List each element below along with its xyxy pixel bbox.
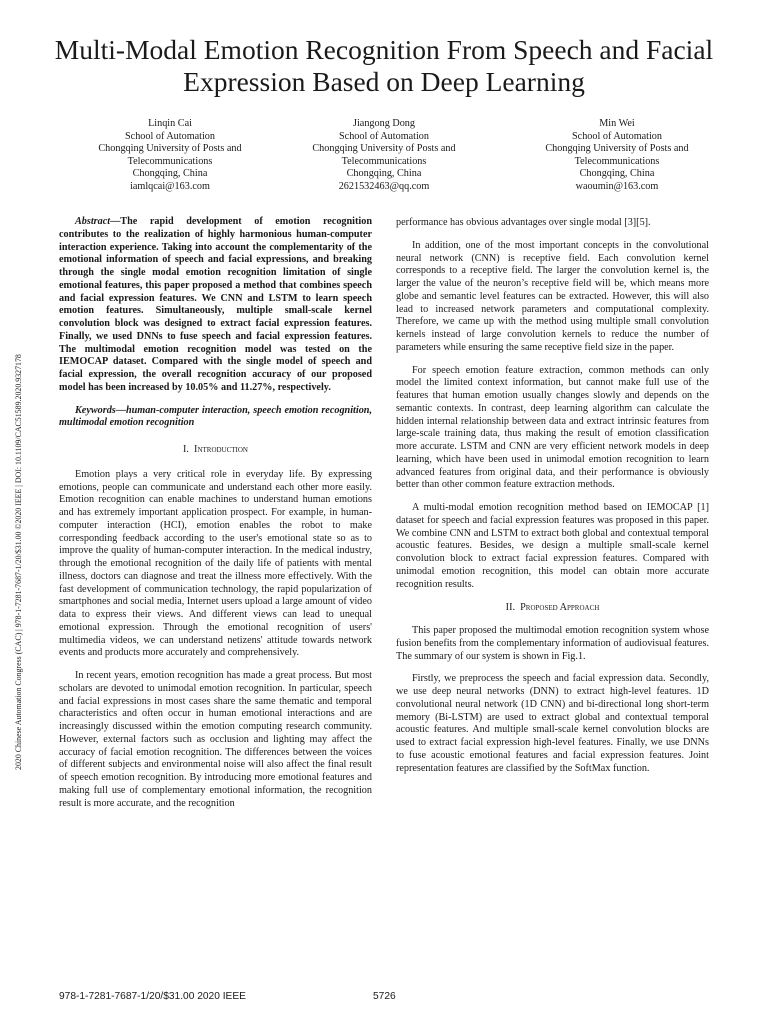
author-univ: Telecommunications — [127, 155, 213, 167]
keywords-text: —human-computer interaction, speech emotion recognition, multimodal emotion recognition — [59, 404, 372, 429]
author-univ: Chongqing University of Posts and — [312, 143, 456, 154]
keywords-label: Keywords — [75, 404, 116, 416]
author-email: waoumin@163.com — [575, 180, 659, 192]
author-dept: School of Automation — [339, 130, 429, 142]
page-number: 5726 — [373, 991, 396, 1002]
paragraph: In addition, one of the most important concepts in the convolutional neural network (CNN) is receptive field. Each convolution kernel corresponds to a receptive field. The larger the convolution kernel is, the larger the value of the neuron’s receptive field will be, which means more globe and semantic level features can be extracted. However, this will also lead to increased network parameters and computational complexity. Therefore, we came up with the method using multiple small convolution kernels instead of large convolution kernels to reduce the number of parameters while ensuring the same receptive field size in the paper. — [396, 239, 709, 353]
author-dept: School of Automation — [572, 130, 662, 142]
section-number: I. — [183, 444, 189, 455]
abstract-text: —The rapid development of emotion recognition contributes to the realization of highly harmonious human-computer interaction experience. Taking into account the complementarity of the emotional information of speech and facial expressions, and breaking through the single modal emotion recognition limitation of single emotional features, this paper proposed a method that combines speech and facial expression features. We CNN and LSTM to learn speech emotion features. Simultaneously, multiple small-scale kernel convolution block was designed to extract facial expression features. Finally, we used DNNs to fuse speech and facial expression features. The multimodal emotion recognition model was tested on the IEMOCAP dataset. Compared with the single model of speech and facial expression, the overall recognition accuracy of our proposed model has been increased by 10.05% and 11.27%, respectively. — [59, 216, 372, 393]
section-title: Proposed Approach — [520, 602, 600, 614]
keywords — [59, 405, 372, 431]
section-title: Introduction — [194, 444, 248, 455]
paragraph: Emotion plays a very critical role in everyday life. By expressing emotions, people can communicate and understand each other more easily. Emotion recognition can enable machines to understand human emotions and has extremely important application prospect. For example, in human-computer interaction (HCI), emotion enables the robot to make corresponding feedback according to the user's emotional state so as to improve the quality of human-computer interaction. In the medical industry, through the emotional recognition of the daily life of patients with mental illness, doctors can diagnose and treat the illness more effectively. With the fast development of communication technology, the rapid popularization of smartphones and social media, Internet users upload a large amount of video data to express their views. And different views can lead to unequal emotional expression. Through the emotional recognition of users' multimedia videos, we can understand netizens' attitude towards network events and products more accurately and comprehensively. — [59, 468, 372, 659]
author-block — [70, 118, 270, 193]
paragraph: performance has obvious advantages over single modal [3][5]. — [396, 217, 651, 228]
paragraph: For speech emotion feature extraction, common methods can only model the limited context information, but cannot make full use of the features that human emotion usually changes slowly and depends on the semantic contexts. In contrast, deep learning algorithm can calculate the hidden internal relationship between data and extract intrinsic features from large-scale training data, thus making the result of emotion classification more accurate. LSTM and CNN are very efficient network models in deep learning, which have been used in unimodal emotion recognition to learn advanced features from original data, and their performance is obviously better than other common feature extraction methods. — [396, 364, 709, 491]
abstract-label: Abstract — [75, 216, 111, 227]
left-column — [59, 216, 372, 810]
abstract — [59, 216, 372, 395]
paper-title: Multi-Modal Emotion Recognition From Speech and Facial Expression Based on Deep Learning — [54, 34, 714, 97]
author-city: Chongqing, China — [346, 168, 422, 179]
author-dept: School of Automation — [125, 130, 215, 142]
author-email: iamlqcai@163.com — [130, 180, 210, 192]
author-block — [517, 118, 717, 193]
author-email: 2621532463@qq.com — [338, 180, 430, 192]
section-number: II. — [505, 602, 516, 614]
paragraph: A multi-modal emotion recognition method based on IEMOCAP [1] dataset for speech and facial expression features was proposed in this paper. We combine CNN and LSTM to extract both global and contextual temporal acoustic features. Besides, we design a multiple small-scale kernel convolution block to extract facial expression features. Compared with unimodal emotion recognition, this model can obtain more accurate recognition results. — [396, 502, 709, 590]
footer-copyright: 978-1-7281-7687-1/20/$31.00 2020 IEEE — [59, 991, 246, 1002]
author-city: Chongqing, China — [132, 168, 208, 179]
author-name: Jiangong Dong — [353, 118, 415, 129]
author-block — [284, 118, 484, 193]
author-univ: Telecommunications — [341, 155, 427, 167]
paragraph: Firstly, we preprocess the speech and facial expression data. Secondly, we use deep neural networks (DNN) to extract high-level features. 1D convolutional neural network (1D CNN) and bi-directional long short-term memory (Bi-LSTM) are used to extract global and contextual temporal acoustic features. And multiple small-scale kernel convolution blocks are used to extract facial expression high-level features. Finally, we use DNNs to fuse acoustic emotional features and facial expression features. Joint representation features are classified by the SoftMax function. — [396, 673, 709, 774]
publication-sidebar: 2020 Chinese Automation Congress (CAC) | 978-1-7281-7687-1/20/$31.00 ©2020 IEEE | DOI: 10.1109/CAC51589.2020.9327178 — [14, 354, 23, 770]
author-name: Min Wei — [599, 118, 635, 129]
section-heading — [59, 444, 372, 457]
author-univ: Chongqing University of Posts and — [98, 143, 242, 154]
author-city: Chongqing, China — [579, 168, 655, 179]
author-name: Linqin Cai — [148, 118, 192, 129]
section-heading — [396, 602, 709, 615]
author-univ: Chongqing University of Posts and — [545, 143, 689, 154]
paragraph: In recent years, emotion recognition has made a great process. But most scholars are devoted to unimodal emotion recognition. In particular, speech and facial expressions in most cases share the same thematic and temporal characteristics and often occur in human emotional interactions and are increasingly discussed within the emotion computing research community. However, external factors such as occlusion and lighting may affect the accuracy of facial emotion recognition. The differences between the voices of different subjects and environmental noise will also affect the final result of speech emotion recognition. By introducing more emotional features and making full use of complementary emotional information, the recognition result is more accurate, and the recognition — [59, 670, 372, 809]
paragraph: This paper proposed the multimodal emotion recognition system whose fusion benefits from the complementary information of audiovisual features. The summary of our system is shown in Fig.1. — [396, 625, 709, 662]
author-univ: Telecommunications — [574, 155, 660, 167]
right-column — [396, 217, 709, 775]
